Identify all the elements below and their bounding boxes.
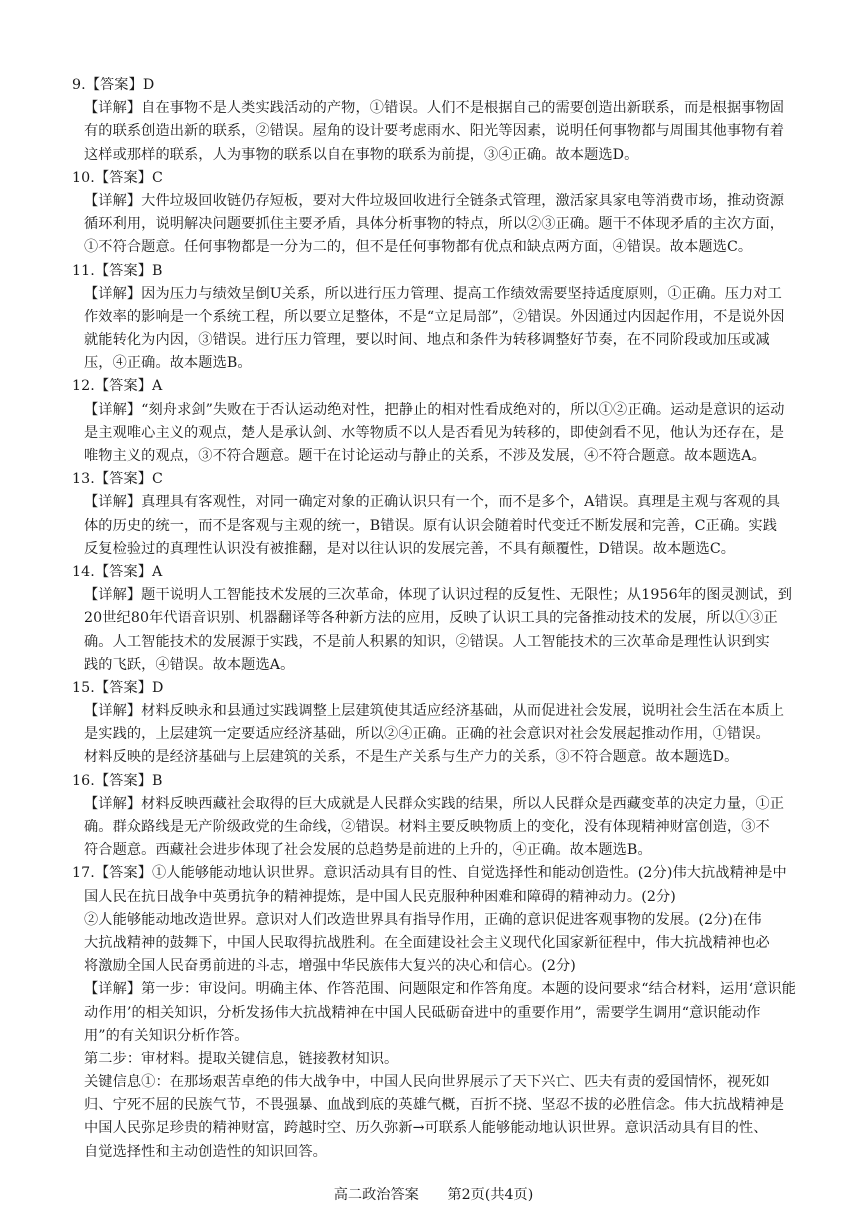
text-line: 有的联系创造出新的联系，②错误。屋角的设计要考虑雨水、阳光等因素，说明任何事物都与周围其他事物有着 <box>84 123 785 140</box>
text-line: 唯物主义的观点，③不符合题意。题干在讨论运动与静止的关系，不涉及发展，④不符合题意。故本题选A。 <box>84 448 766 464</box>
answer-heading-11: 11.【答案】B <box>72 262 163 279</box>
text-line: 归、宁死不屈的民族气节，不畏强暴、血战到底的英雄气概，百折不挠、坚忍不拔的必胜信念。伟大抗战精神是 <box>84 1097 785 1114</box>
text-line: 【详解】材料反映西藏社会取得的巨大成就是人民群众实践的结果，所以人民群众是西藏变革的决定力量，①正 <box>84 795 785 812</box>
text-line: 第二步：审材料。提取关键信息，链接教材知识。 <box>84 1050 399 1067</box>
footer-page-number: 第2页(共4页) <box>447 1187 534 1203</box>
text-line: 【详解】因为压力与绩效呈倒U关系，所以进行压力管理、提高工作绩效需要坚持适度原则，①正确。压力对工 <box>84 285 782 302</box>
text-line: 大抗战精神的鼓舞下，中国人民取得抗战胜利。在全面建设社会主义现代化国家新征程中，伟大抗战精神也必 <box>84 934 770 951</box>
text-line: 反复检验过的真理性认识没有被推翻，是对以往认识的发展完善，不具有颠覆性，D错误。故本题选C。 <box>84 540 736 557</box>
text-line: 【详解】自在事物不是人类实践活动的产物，①错误。人们不是根据自己的需要创造出新联系，而是根据事物固 <box>84 100 785 117</box>
text-line: 【详解】题干说明人工智能技术发展的三次革命，体现了认识过程的反复性、无限性；从1956年的图灵测试，到 <box>84 587 793 604</box>
text-line: 将激励全国人民奋勇前进的斗志，增强中华民族伟大复兴的决心和信心。(2分) <box>84 958 576 975</box>
text-line: 20世纪80年代语音识别、机器翻译等各种新方法的应用，反映了认识工具的完备推动技术的发展，所以①③正 <box>84 610 778 627</box>
text-line: 是主观唯心主义的观点，楚人是承认剑、水等物质不以人是否看见为转移的，即使剑看不见，他认为还存在，是 <box>84 424 785 441</box>
text-line: 【详解】大件垃圾回收链仍存短板，要对大件垃圾回收进行全链条式管理，激活家具家电等消费市场，推动资源 <box>84 192 785 209</box>
text-line: 国人民在抗日战争中英勇抗争的精神提炼，是中国人民克服种种困难和障碍的精神动力。(2分) <box>84 888 676 905</box>
answer-heading-9: 9.【答案】D <box>72 77 155 93</box>
answer-heading-15: 15.【答案】D <box>72 679 164 696</box>
text-line: 就能转化为内因，③错误。进行压力管理，要以时间、地点和条件为转移调整好节奏，在不同阶段或加压或减 <box>84 332 770 349</box>
footer-title: 高二政治答案 <box>333 1187 419 1203</box>
answer-heading-12: 12.【答案】A <box>72 378 163 395</box>
answer-heading-14: 14.【答案】A <box>72 563 163 580</box>
text-line: 【详解】材料反映永和县通过实践调整上层建筑使其适应经济基础，从而促进社会发展，说明社会生活在本质上 <box>84 703 785 720</box>
answer-text-body <box>72 74 822 1164</box>
text-line: ①不符合题意。任何事物都是一分为二的，但不是任何事物都有优点和缺点两方面，④错误。故本题选C。 <box>84 239 753 256</box>
answer-heading-10: 10.【答案】C <box>72 169 163 186</box>
text-line: 用”的有关知识分析作答。 <box>84 1027 249 1044</box>
text-line: 确。人工智能技术的发展源于实践，不是前人积累的知识，②错误。人工智能技术的三次革命是理性认识到实 <box>84 633 770 650</box>
text-line: 这样或那样的联系，人为事物的联系以自在事物的联系为前提，③④正确。故本题选D。 <box>84 146 639 163</box>
text-line: 材料反映的是经济基础与上层建筑的关系，不是生产关系与生产力的关系，③不符合题意。故本题选D。 <box>84 749 739 766</box>
text-line: 符合题意。西藏社会进步体现了社会发展的总趋势是前进的上升的，④正确。故本题选B。 <box>84 842 652 859</box>
answer-heading-17: 17.【答案】①人能够能动地认识世界。意识活动具有目的性、自觉选择性和能动创造性。(2分)伟大抗战精神是中 <box>72 865 787 882</box>
text-line: 是实践的，上层建筑一定要适应经济基础，所以②④正确。正确的社会意识对社会发展起推动作用，①错误。 <box>84 726 770 743</box>
text-line: 中国人民弥足珍贵的精神财富，跨越时空、历久弥新→可联系人能够能动地认识世界。意识活动具有目的性、 <box>84 1120 768 1137</box>
text-line: 动作用’的相关知识，分析发扬伟大抗战精神在中国人民砥砺奋进中的重要作用”，需要学生调用“意识能动作 <box>84 1004 761 1021</box>
answer-heading-16: 16.【答案】B <box>72 772 163 789</box>
text-line: 压，④正确。故本题选B。 <box>84 355 252 372</box>
text-line: 关键信息①：在那场艰苦卓绝的伟大战争中，中国人民向世界展示了天下兴亡、匹夫有责的爱国情怀，视死如 <box>84 1074 770 1091</box>
text-line: ②人能够能动地改造世界。意识对人们改造世界具有指导作用，正确的意识促进客观事物的发展。(2分)在伟 <box>84 911 762 928</box>
text-line: 循环利用，说明解决问题要抓住主要矛盾，具体分析事物的特点，所以②③正确。题干不体现矛盾的主次方面， <box>84 216 785 233</box>
text-line: 【详解】第一步：审设问。明确主体、作答范围、问题限定和作答角度。本题的设问要求“结合材料，运用‘意识能 <box>84 981 797 998</box>
text-line: 践的飞跃，④错误。故本题选A。 <box>84 656 295 673</box>
page-footer <box>0 1185 867 1205</box>
text-line: 作效率的影响是一个系统工程，所以要立足整体，不是“立足局部”，②错误。外因通过内因起作用，不是说外因 <box>84 308 785 325</box>
text-line: 【详解】真理具有客观性，对同一确定对象的正确认识只有一个，而不是多个，A错误。真理是主观与客观的具 <box>84 494 781 511</box>
answer-heading-13: 13.【答案】C <box>72 471 163 488</box>
text-line: 体的历史的统一，而不是客观与主观的统一，B错误。原有认识会随着时代变迁不断发展和完善，C正确。实践 <box>84 517 777 534</box>
text-line: 【详解】“刻舟求剑”失败在于否认运动绝对性，把静止的相对性看成绝对的，所以①②正确。运动是意识的运动 <box>84 401 785 418</box>
text-line: 确。群众路线是无产阶级政党的生命线，②错误。材料主要反映物质上的变化，没有体现精神财富创造，③不 <box>84 819 770 835</box>
text-line: 自觉选择性和主动创造性的知识回答。 <box>84 1143 327 1160</box>
